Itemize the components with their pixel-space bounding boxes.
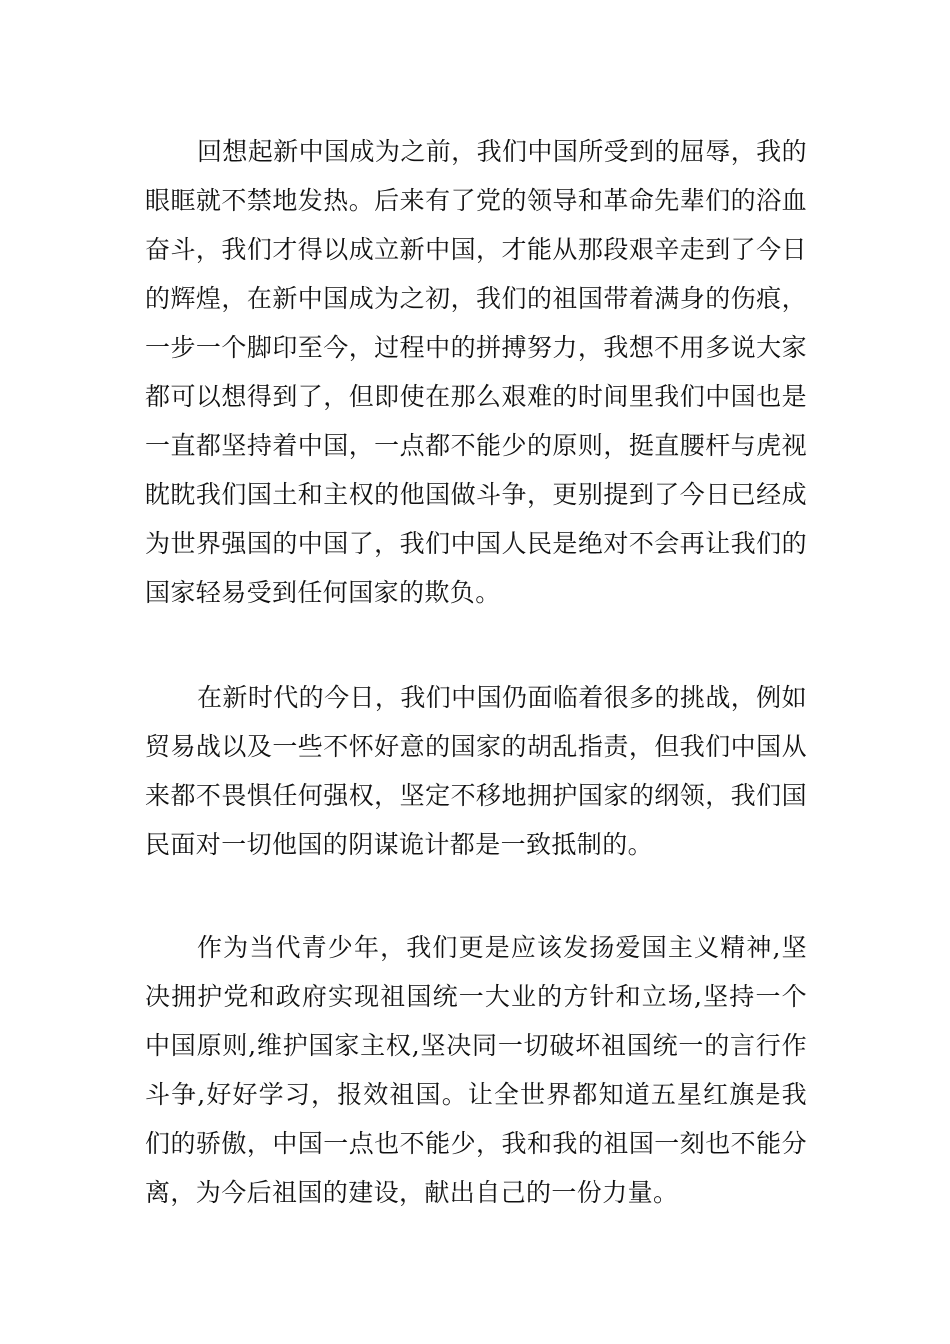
paragraph-1: 回想起新中国成为之前，我们中国所受到的屈辱，我的眼眶就不禁地发热。后来有了党的领导和革命先辈们的浴血奋斗，我们才得以成立新中国，才能从那段艰辛走到了今日的辉煌，在新中国成为之初，我们的祖国带着满身的伤痕，一步一个脚印至今，过程中的拼搏努力，我想不用多说大家都可以想得到了，但即使在那么艰难的时间里我们中国也是一直都坚持着中国，一点都不能少的原则，挺直腰杆与虎视眈眈我们国土和主权的他国做斗争，更别提到了今日已经成为世界强国的中国了，我们中国人民是绝对不会再让我们的国家轻易受到任何国家的欺负。 [145,137,807,607]
paragraph-3: 作为当代青少年，我们更是应该发扬爱国主义精神,坚决拥护党和政府实现祖国统一大业的方针和立场,坚持一个中国原则,维护国家主权,坚决同一切破坏祖国统一的言行作斗争,好好学习，报效祖国。让全世界都知道五星红旗是我们的骄傲，中国一点也不能少，我和我的祖国一刻也不能分离，为今后祖国的建设，献出自己的一份力量。 [145,933,807,1207]
paragraph-2: 在新时代的今日，我们中国仍面临着很多的挑战，例如贸易战以及一些不怀好意的国家的胡乱指责，但我们中国从来都不畏惧任何强权，坚定不移地拥护国家的纲领，我们国民面对一切他国的阴谋诡计都是一致抵制的。 [145,683,807,859]
